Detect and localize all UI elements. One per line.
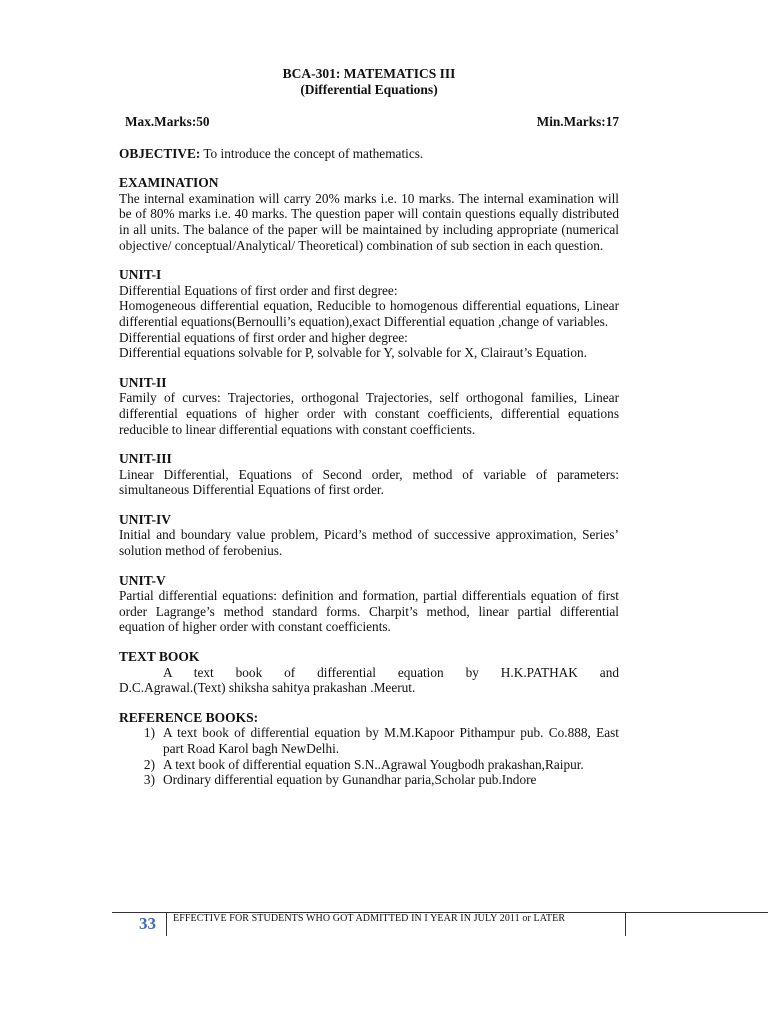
unit-text: Differential Equations of first order and first degree: <box>119 282 398 298</box>
footer-separator-right <box>625 912 626 936</box>
reference-books-heading: REFERENCE BOOKS: <box>119 709 259 725</box>
unit-heading: UNIT-V <box>119 572 166 588</box>
unit-text: Differential equations solvable for P, solvable for Y, solvable for X, Clairaut’s Equation. <box>119 345 587 361</box>
footer-note: EFFECTIVE FOR STUDENTS WHO GOT ADMITTED IN I YEAR IN JULY 2011 or LATER <box>173 913 566 924</box>
objective-label: OBJECTIVE: <box>119 145 201 161</box>
unit-text: Partial differential equations: definition and formation, partial differentials equation of first order Lagrange’s method standard forms. Charpit’s method, linear partial differential equation of higher order with constant coefficients. <box>119 588 619 635</box>
list-text: A text book of differential equation by M.M.Kapoor Pithampur pub. Co.888, East part Road Karol bagh NewDelhi. <box>163 725 619 756</box>
list-number: 1) <box>143 725 155 741</box>
unit-text: Initial and boundary value problem, Picard’s method of successive approximation, Series’ solution method of ferobenius. <box>119 527 619 559</box>
text-book-line-1: A text book of differential equation by H.K.PATHAK and <box>163 664 619 680</box>
unit-text: Homogeneous differential equation, Reducible to homogenous differential equations, Linear differential equations(Bernoulli’s equation),exact Differential equation ,change of variables. <box>119 298 619 329</box>
unit-text: Linear Differential, Equations of Second order, method of variable of parameters: simultaneous Differential Equations of first order. <box>119 466 619 498</box>
examination-heading: EXAMINATION <box>119 175 219 191</box>
text-book-line-2: D.C.Agrawal.(Text) shiksha sahitya prakashan .Meerut. <box>119 680 416 696</box>
text-book-entry <box>119 665 619 696</box>
objective <box>119 146 619 162</box>
course-title: BCA-301: MATEMATICS III <box>282 66 456 81</box>
footer-separator <box>166 912 167 936</box>
unit-heading: UNIT-I <box>119 267 162 283</box>
objective-text: To introduce the concept of mathematics. <box>200 145 424 161</box>
marks-row <box>119 114 619 130</box>
list-number: 3) <box>143 772 155 788</box>
reference-list <box>119 725 619 787</box>
list-item <box>119 772 619 788</box>
document-body <box>119 66 619 788</box>
max-marks: Max.Marks:50 <box>125 114 210 129</box>
list-item <box>119 757 619 773</box>
unit-heading: UNIT-IV <box>119 511 172 527</box>
list-text: Ordinary differential equation by Gunandhar paria,Scholar pub.Indore <box>163 772 537 788</box>
examination-text: The internal examination will carry 20% marks i.e. 10 marks. The internal examination will be of 80% marks i.e. 40 marks. The question paper will contain questions equally distributed in all units. The balance of the paper will be maintained by including appropriate (numerical objective/ conceptual/Analytical/ Theoretical) combination of sub section in each question. <box>119 190 619 253</box>
list-item <box>119 725 619 756</box>
unit-text: Differential equations of first order and higher degree: <box>119 329 408 345</box>
unit-text: Family of curves: Trajectories, orthogonal Trajectories, self orthogonal families, Linear differential equations of higher order with constant coefficients, differential equations reducible to linear differential equations with constant coefficients. <box>119 390 619 437</box>
unit-heading: UNIT-III <box>119 451 172 467</box>
text-book-heading: TEXT BOOK <box>119 649 200 665</box>
unit-heading: UNIT-II <box>119 374 167 390</box>
course-subtitle: (Differential Equations) <box>300 82 438 97</box>
list-number: 2) <box>143 756 155 772</box>
text-book-line <box>119 665 619 681</box>
min-marks: Min.Marks:17 <box>536 114 619 129</box>
page-number: 33 <box>139 914 156 933</box>
list-text: A text book of differential equation S.N..Agrawal Yougbodh prakashan,Raipur. <box>163 756 584 772</box>
